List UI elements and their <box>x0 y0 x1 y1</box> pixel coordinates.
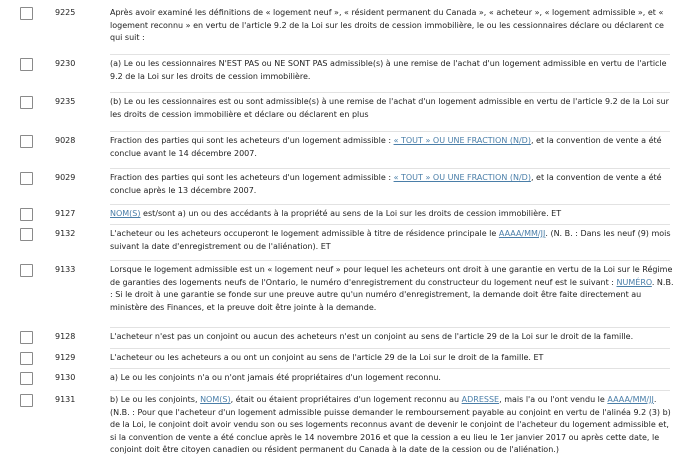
statement-code: 9225 <box>55 8 76 17</box>
row-checkbox[interactable] <box>20 228 33 241</box>
row-divider <box>110 92 670 93</box>
row-divider <box>110 54 670 55</box>
statement-text-segment: Fraction des parties qui sont les acheteurs d'un logement admissible : <box>110 136 394 145</box>
statement-code: 9230 <box>55 59 76 68</box>
row-divider <box>110 348 670 349</box>
statement-text-segment: . (N. B. : Dans les neuf (9) mois suivant la date d'enregistrement ou de l'aliénation). ET <box>110 229 671 251</box>
statement-text <box>110 228 676 253</box>
row-checkbox[interactable] <box>20 372 33 385</box>
statement-text <box>110 58 676 83</box>
statement-text-segment: , était ou étaient propriétaires d'un logement reconnu au <box>230 395 462 404</box>
row-divider <box>110 260 670 261</box>
row-divider <box>110 224 670 225</box>
row-checkbox[interactable] <box>20 208 33 221</box>
placeholder-link[interactable]: « TOUT » OU UNE FRACTION (N/D) <box>393 136 531 145</box>
statement-text-segment: Fraction des parties qui sont les acheteurs d'un logement admissible : <box>110 173 394 182</box>
statement-text-segment: , mais l'a ou l'ont vendu le <box>499 395 608 404</box>
row-divider <box>110 204 670 205</box>
statement-text <box>110 331 676 344</box>
statement-text-segment: L'acheteur ou les acheteurs occuperont le logement admissible à titre de résidence principale le <box>110 229 499 238</box>
placeholder-link[interactable]: AAAA/MM/JJ <box>498 229 546 238</box>
placeholder-link[interactable]: « TOUT » OU UNE FRACTION (N/D) <box>393 173 531 182</box>
row-checkbox[interactable] <box>20 7 33 20</box>
statement-text <box>110 208 676 221</box>
statement-text-segment: , et la convention de vente a été conclue après le 13 décembre 2007. <box>110 173 662 195</box>
statement-text-segment: a) Le ou les conjoints n'a ou n'ont jamais été propriétaires d'un logement reconnu. <box>110 373 441 382</box>
statement-text-segment: Lorsque le logement admissible est un « logement neuf » pour lequel les acheteurs ont droit à une garantie en vertu de la Loi sur le Régime de garanties des logements neufs de l'Ontario, le numéro d'enregistrement du constructeur du logement neuf est le suivant : <box>110 265 673 287</box>
statement-text-segment: , et la convention de vente a été conclue avant le 14 décembre 2007. <box>110 136 662 158</box>
placeholder-link[interactable]: NOM(S) <box>200 395 231 404</box>
statement-text <box>110 96 676 121</box>
statement-text-segment: . (N.B. : Pour que l'acheteur d'un logement admissible puisse demander le remboursement payable au conjoint en vertu de l'alinéa 9.2 (3) b) de la Loi, le conjoint doit avoir vendu son ou ses logements reconnus avant de devenir le conjoint de l'acheteur du logement admissible et, si la convention de vente a été conclue après le 14 novembre 2016 et que la cession a eu lieu le 1er janvier 2017 ou après cette date, le conjoint doit être citoyen canadien ou résident permanent du Canada à la date de la cession ou de l'aliénation.) <box>110 395 671 455</box>
statement-text <box>110 372 676 385</box>
row-divider <box>110 390 670 391</box>
statement-text-segment: (a) Le ou les cessionnaires N'EST PAS ou NE SONT PAS admissible(s) à une remise de l'achat d'un logement admissible en vertu de l'article 9.2 de la Loi sur les droits de cession immobilière. <box>110 59 667 81</box>
statement-text <box>110 352 676 365</box>
statement-text-segment: Après avoir examiné les définitions de « logement neuf », « résident permanent du Canada », « acheteur », « logement admissible », et « logement reconnu » en vertu de l'article 9.2 de la Loi sur les droits de cession immobilière, le ou les cessionnaires déclare ou déclarent ce qui suit : <box>110 8 664 43</box>
statement-code: 9132 <box>55 229 76 238</box>
statement-code: 9235 <box>55 97 76 106</box>
row-checkbox[interactable] <box>20 96 33 109</box>
row-checkbox[interactable] <box>20 331 33 344</box>
statement-text-segment: L'acheteur ou les acheteurs a ou ont un conjoint au sens de l'article 29 de la Loi sur le droit de la famille. ET <box>110 353 544 362</box>
statement-code: 9028 <box>55 136 76 145</box>
row-checkbox[interactable] <box>20 264 33 277</box>
statement-code: 9129 <box>55 353 76 362</box>
statement-code: 9029 <box>55 173 76 182</box>
row-divider <box>110 368 670 369</box>
statement-code: 9128 <box>55 332 76 341</box>
statement-code: 9130 <box>55 373 76 382</box>
statement-text <box>110 135 676 160</box>
placeholder-link[interactable]: AAAA/MM/JJ <box>607 395 654 404</box>
statement-text-segment: b) Le ou les conjoints, <box>110 395 201 404</box>
placeholder-link[interactable]: NOM(S) <box>110 209 141 218</box>
row-checkbox[interactable] <box>20 135 33 148</box>
row-checkbox[interactable] <box>20 352 33 365</box>
statement-text <box>110 264 676 314</box>
statement-text-segment: . N.B. : Si le droit à une garantie se fonde sur une preuve autre qu'un numéro d'enregistrement, la demande doit être faite directement au ministère des Finances, et la preuve doit être jointe à la demande. <box>110 277 674 312</box>
statement-text <box>110 172 676 197</box>
statement-text <box>110 394 676 457</box>
row-divider <box>110 131 670 132</box>
statement-text-segment: L'acheteur n'est pas un conjoint ou aucun des acheteurs n'est un conjoint au sens de l'article 29 de la Loi sur le droit de la famille. <box>110 332 634 341</box>
row-checkbox[interactable] <box>20 172 33 185</box>
statement-code: 9133 <box>55 265 76 274</box>
statement-code: 9127 <box>55 209 76 218</box>
row-divider <box>110 168 670 169</box>
row-checkbox[interactable] <box>20 394 33 407</box>
placeholder-link[interactable]: NUMÉRO <box>616 277 652 287</box>
row-checkbox[interactable] <box>20 58 33 71</box>
statement-text <box>110 7 676 45</box>
statement-text-segment: (b) Le ou les cessionnaires est ou sont admissible(s) à une remise de l'achat d'un logement admissible en vertu de l'article 9.2 de la Loi sur les droits de cession immobilière et déclare ou déclarent en plus <box>110 97 669 119</box>
statement-text-segment: est/sont a) un ou des accédants à la propriété au sens de la Loi sur les droits de cession immobilière. ET <box>140 209 562 218</box>
row-divider <box>110 327 670 328</box>
placeholder-link[interactable]: ADRESSE <box>461 395 500 404</box>
statement-code: 9131 <box>55 395 76 404</box>
